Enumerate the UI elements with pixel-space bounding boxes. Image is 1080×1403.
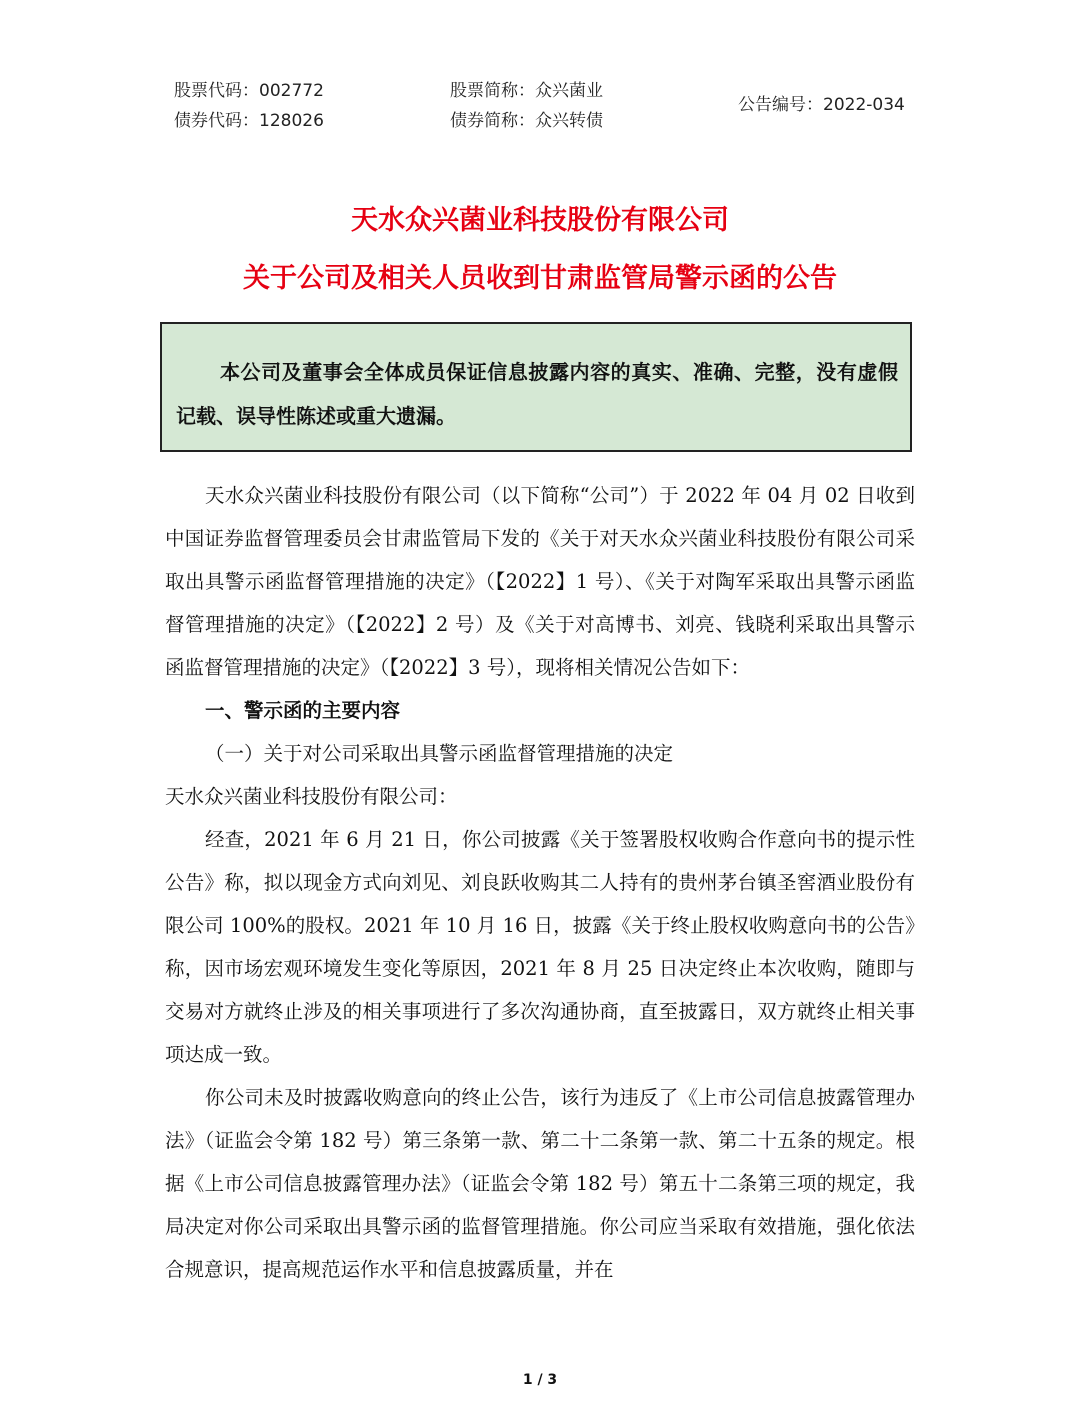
- announcement-title: 关于公司及相关人员收到甘肃监管局警示函的公告: [243, 263, 837, 294]
- addressee-line: 天水众兴菌业科技股份有限公司：: [165, 785, 458, 808]
- stock-code: 股票代码：002772: [174, 81, 324, 101]
- company-title: 天水众兴菌业科技股份有限公司: [351, 205, 729, 236]
- decision-paragraph: 你公司未及时披露收购意向的终止公告，该行为违反了《上市公司信息披露管理办法》（证监会令第 182 号）第三条第一款、第二十二条第一款、第二十五条的规定。根据《上市公司信息披露管理办法》（证监会令第 182 号）第五十二条第三项的规定，我局决定对你公司采取出具警示函的监督管理措施。你公司应当采取有效措施，强化依法合规意识，提高规范运作水平和信息披露质量，并在: [165, 1086, 915, 1281]
- subsection-heading: （一）关于对公司采取出具警示函监督管理措施的决定: [205, 742, 674, 765]
- stock-abbr: 股票简称：众兴菌业: [450, 81, 603, 101]
- announcement-body: [165, 474, 915, 1291]
- disclosure-notice-box: [160, 322, 912, 452]
- announcement-number: 公告编号：2022-034: [738, 95, 905, 115]
- stock-abbr-block: [450, 76, 603, 136]
- section-heading: 一、警示函的主要内容: [205, 699, 401, 722]
- page-number: 1 / 3: [522, 1372, 558, 1388]
- stock-code-block: [174, 76, 324, 136]
- bond-abbr: 债券简称：众兴转债: [450, 111, 603, 131]
- disclosure-notice-text: 本公司及董事会全体成员保证信息披露内容的真实、准确、完整，没有虚假记载、误导性陈述或重大遗漏。: [176, 360, 898, 428]
- intro-paragraph: 天水众兴菌业科技股份有限公司（以下简称“公司”）于 2022 年 04 月 02 日收到中国证券监督管理委员会甘肃监管局下发的《关于对天水众兴菌业科技股份有限公司采取出具警示函监督管理措施的决定》（【2022】1 号）、《关于对陶军采取出具警示函监督管理措施的决定》（【2022】2 号）及《关于对高博书、刘亮、钱晓利采取出具警示函监督管理措施的决定》（【2022】3 号），现将相关情况公告如下：: [165, 484, 915, 679]
- bond-code: 债券代码：128026: [174, 111, 324, 131]
- findings-paragraph: 经查，2021 年 6 月 21 日，你公司披露《关于签署股权收购合作意向书的提示性公告》称，拟以现金方式向刘见、刘良跃收购其二人持有的贵州茅台镇圣窖酒业股份有限公司 100%的股权。2021 年 10 月 16 日，披露《关于终止股权收购意向书的公告》称，因市场宏观环境发生变化等原因，2021 年 8 月 25 日决定终止本次收购，随即与交易对方就终止涉及的相关事项进行了多次沟通协商，直至披露日，双方就终止相关事项达成一致。: [165, 828, 915, 1066]
